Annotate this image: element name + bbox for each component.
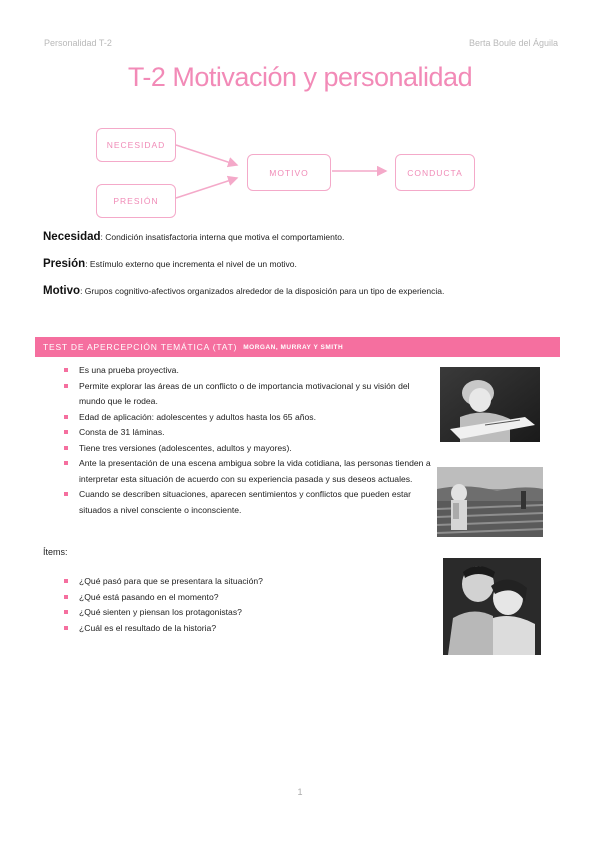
box-conducta: CONDUCTA — [395, 154, 475, 191]
bullet-icon — [64, 610, 68, 614]
items-label: Ítems: — [43, 547, 68, 557]
tat-plate-couple-image — [443, 558, 541, 655]
arrow-necesidad-motivo — [176, 145, 237, 165]
items-list — [62, 574, 392, 636]
list-item: Tiene tres versiones (adolescentes, adultos y mayores). — [62, 441, 432, 457]
definition-term: Presión — [43, 258, 86, 270]
definition-text: : Condición insatisfactoria interna que motiva el comportamiento. — [100, 232, 345, 242]
bullet-list — [62, 363, 432, 518]
list-item: Cuando se describen situaciones, aparecen sentimientos y conflictos que pueden estar situados a nivel consciente o inconsciente. — [62, 487, 432, 518]
list-item: ¿Qué está pasando en el momento? — [62, 590, 392, 606]
page-title: T-2 Motivación y personalidad — [127, 62, 473, 92]
list-item: Edad de aplicación: adolescentes y adultos hasta los 65 años. — [62, 410, 432, 426]
header-right: Berta Boule del Águila — [468, 38, 558, 48]
list-item: ¿Qué sienten y piensan los protagonistas? — [62, 605, 392, 621]
bullet-icon — [64, 415, 68, 419]
bullet-icon — [64, 579, 68, 583]
bullet-icon — [64, 492, 68, 496]
page-number: 1 — [297, 787, 303, 797]
tat-plate-boy-violin-image — [440, 367, 540, 442]
box-necesidad: NECESIDAD — [96, 128, 176, 162]
bullet-icon — [64, 430, 68, 434]
definition-text: : Grupos cognitivo-afectivos organizados alrededor de la disposición para un tipo de experiencia. — [80, 286, 445, 296]
arrow-presion-motivo — [176, 178, 237, 198]
definition-presion — [43, 258, 297, 270]
bullet-icon — [64, 446, 68, 450]
box-motivo: MOTIVO — [247, 154, 331, 191]
list-item: Consta de 31 láminas. — [62, 425, 432, 441]
list-item: Es una prueba proyectiva. — [62, 363, 432, 379]
definition-motivo — [43, 285, 444, 297]
bullet-icon — [64, 626, 68, 630]
section-authors: MORGAN, MURRAY Y SMITH — [243, 343, 344, 351]
diagram-arrows — [0, 0, 600, 230]
list-item: Permite explorar las áreas de un conflicto o de importancia motivacional y su visión del mundo que le rodea. — [62, 379, 432, 410]
definition-necesidad — [43, 231, 344, 243]
header-left: Personalidad T-2 — [44, 38, 112, 48]
list-item: ¿Qué pasó para que se presentara la situación? — [62, 574, 392, 590]
definition-term: Motivo — [43, 285, 81, 297]
bullet-icon — [64, 368, 68, 372]
bullet-icon — [64, 595, 68, 599]
list-item: ¿Cuál es el resultado de la historia? — [62, 621, 392, 637]
tat-plate-farm-scene-image — [437, 467, 543, 537]
bullet-icon — [64, 461, 68, 465]
box-presion: PRESIÓN — [96, 184, 176, 218]
section-header — [35, 337, 560, 357]
bullet-icon — [64, 384, 68, 388]
list-item: Ante la presentación de una escena ambigua sobre la vida cotidiana, las personas tienden a interpretar esta situación de acuerdo con su experiencia pasada y sus deseos actuales. — [62, 456, 432, 487]
section-title: TEST DE APERCEPCIÓN TEMÁTICA (TAT) — [43, 342, 238, 352]
definition-term: Necesidad — [43, 231, 101, 243]
definition-text: : Estímulo externo que incrementa el nivel de un motivo. — [85, 259, 297, 269]
